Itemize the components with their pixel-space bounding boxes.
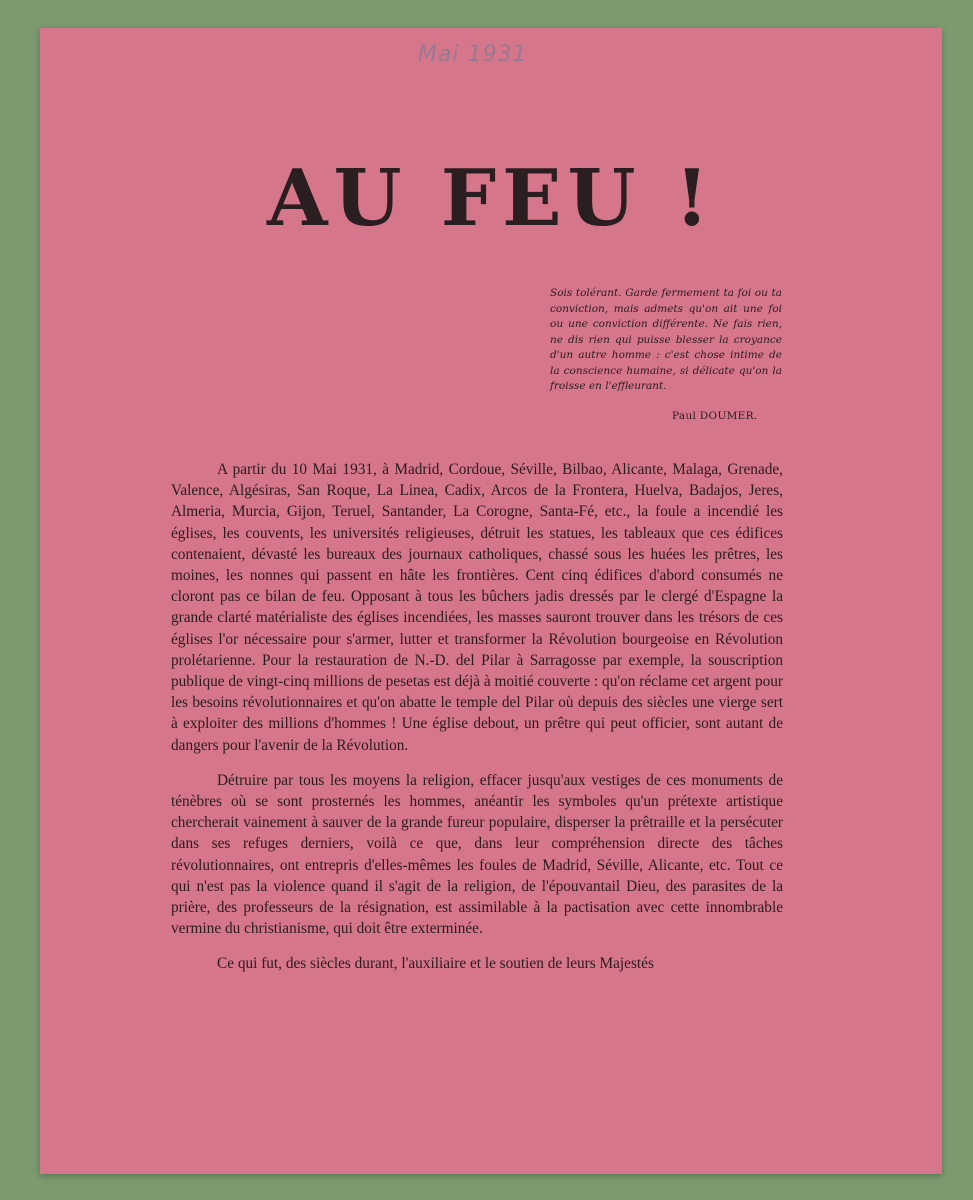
body-text <box>171 459 783 989</box>
epigraph-author: Paul DOUMER. <box>672 410 758 422</box>
epigraph-quote: Sois tolérant. Garde fermement ta foi ou ta conviction, mais admets qu'on ait une foi ou une conviction différente. Ne fais rien, ne dis rien qui puisse blesser la croyance d'un autre homme : c'est chose intime de la conscience humaine, si délicate qu'on la froisse en l'effleurant. <box>550 287 782 392</box>
paragraph: Ce qui fut, des siècles durant, l'auxiliaire et le soutien de leurs Majestés <box>217 955 654 973</box>
page-title: AU FEU ! <box>267 153 715 244</box>
paragraph: A partir du 10 Mai 1931, à Madrid, Cordoue, Séville, Bilbao, Alicante, Malaga, Grenade, Valence, Algésiras, San Roque, La Linea, Cadix, Arcos de la Frontera, Huelva, Badajos, Jeres, Almeria, Murcia, Gijon, Teruel, Santander, La Corogne, Santa-Fé, etc., la foule a incendié les églises, les couvents, les universités religieuses, détruit les statues, les tableaux que ces édifices contenaient, dévasté les bureaux des journaux catholiques, chassé sous les huées les prêtres, les moines, les nonnes qui passent en hâte les frontières. Cent cinq édifices d'abord consumés ne cloront pas ce bilan de feu. Opposant à tous les bûchers jadis dressés par le clergé d'Espagne la grande clarté matérialiste des églises incendiées, les masses sauront trouver dans les trésors de ces églises l'or nécessaire pour s'armer, lutter et transformer la Révolution bourgeoise en Révolution prolétarienne. Pour la restauration de N.-D. del Pilar à Sarragosse par exemple, la souscription publique de vingt-cinq millions de pesetas est déjà à moitié couverte : qu'on réclame cet argent pour les besoins révolutionnaires et qu'on abatte le temple del Pilar où depuis des siècles une vierge sert à exploiter des millions d'hommes ! Une église debout, un prêtre qui peut officier, sont autant de dangers pour l'avenir de la Révolution. <box>171 461 783 754</box>
pencil-annotation: Mai 1931 <box>418 42 528 67</box>
paragraph: Détruire par tous les moyens la religion, effacer jusqu'aux vestiges de ces monuments de ténèbres où se sont prosternés les hommes, anéantir les symboles qu'un prétexte artistique chercherait vainement à sauver de la grande fureur populaire, disperser la prêtraille et la persécuter dans ses refuges derniers, voilà ce que, dans leur compréhension directe des tâches révolutionnaires, ont entrepris d'elles-mêmes les foules de Madrid, Séville, Alicante, etc. Tout ce qui n'est pas la violence quand il s'agit de la religion, de l'épouvantail Dieu, des parasites de la prière, des professeurs de la résignation, est assimilable à la pactisation avec cette innombrable vermine du christianisme, qui doit être exterminée. <box>171 771 783 938</box>
tract-sheet <box>40 28 942 1174</box>
